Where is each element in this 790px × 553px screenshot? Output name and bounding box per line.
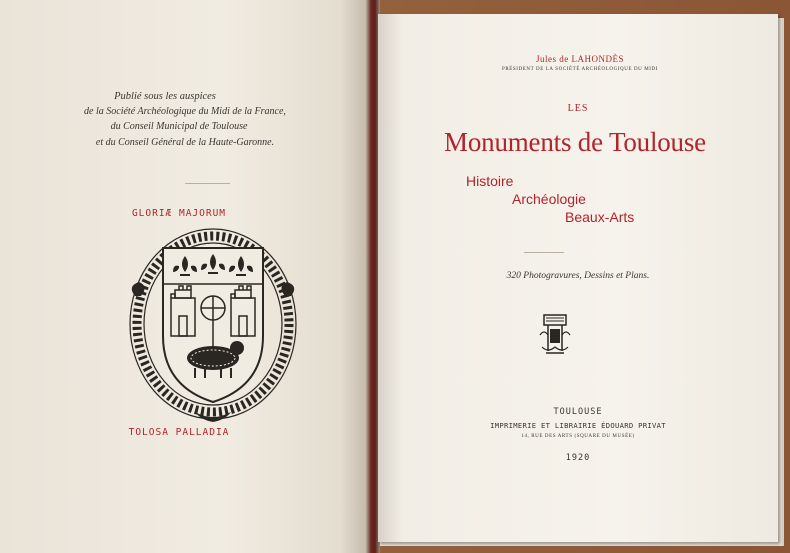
- imprint-line-4: et du Conseil Général de la Haute-Garonne.: [95, 137, 275, 148]
- publication-year: 1920: [565, 453, 591, 463]
- divider-rule: [185, 183, 230, 184]
- imprint-line-3: du Conseil Municipal de Toulouse: [110, 121, 248, 132]
- title-prefix: LES: [567, 103, 589, 114]
- publisher-name: IMPRIMERIE ET LIBRAIRIE ÉDOUARD PRIVAT: [490, 421, 666, 430]
- imprint-line-2: de la Société Archéologique du Midi de la France,: [84, 106, 286, 117]
- subtitle-histoire: Histoire: [466, 173, 514, 189]
- publisher-city: TOULOUSE: [553, 407, 603, 417]
- subtitle-beaux-arts: Beaux-Arts: [565, 209, 635, 225]
- motto-bottom: TOLOSA PALLADIA: [128, 427, 230, 438]
- subtitle-archeologie: Archéologie: [512, 191, 586, 207]
- author-name: Jules de LAHONDÈS: [536, 54, 624, 64]
- imprint-line-1: Publié sous les auspices: [114, 91, 216, 102]
- motto-top: GLORIÆ MAJORUM: [131, 208, 227, 219]
- decorative-vignette-icon: [538, 313, 572, 357]
- publisher-address: 14, RUE DES ARTS (SQUARE DU MUSÉE): [521, 434, 635, 439]
- main-title: Monuments de Toulouse: [444, 127, 706, 157]
- author-title: PRÉSIDENT DE LA SOCIÉTÉ ARCHÉOLOGIQUE DU MIDI: [501, 67, 659, 72]
- coat-of-arms-icon: [125, 226, 301, 424]
- divider-rule-right: [524, 252, 564, 253]
- illustrations-note: 320 Photogravures, Dessins et Plans.: [506, 271, 650, 281]
